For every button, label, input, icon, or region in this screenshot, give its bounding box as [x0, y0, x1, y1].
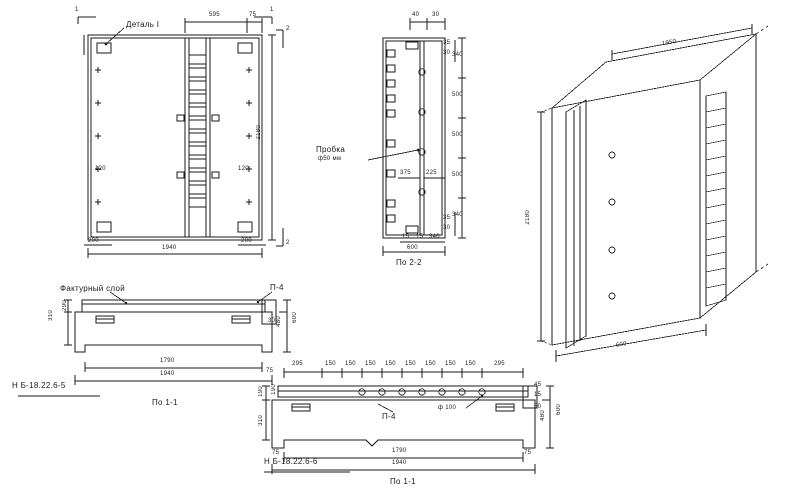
front-dim-200-left: 200 [88, 238, 99, 244]
s22-dim-35-top: 35 [443, 40, 451, 46]
hole-diameter-label: ф 100 [438, 405, 457, 411]
s11t-dim-30: 30 [268, 318, 276, 324]
iso-dim-2180: 2180 [525, 210, 531, 225]
s11t-dim-600: 600 [292, 312, 298, 323]
s22-dim-15b: 15 [416, 234, 424, 240]
s22-dim-15: 15 [402, 234, 410, 240]
s11-top-caption: По 1-1 [152, 398, 178, 407]
s11b-dim-50: 50 [534, 404, 542, 410]
s11b-sp-150g: 150 [445, 361, 456, 367]
iso-dim-600: 600 [615, 341, 628, 349]
panel-mark-6: Н Б-18.22.6-6 [264, 457, 318, 466]
s22-dim-375: 375 [400, 170, 411, 176]
facade-layer-label: Фактурный слой [60, 284, 125, 293]
front-elevation-geometry [78, 17, 283, 258]
front-dim-200-right: 200 [241, 238, 252, 244]
iso-dim-1950: 1950 [661, 38, 677, 48]
s22-dim-500-c: 500 [452, 172, 463, 178]
s11t-dim-75: 75 [266, 368, 274, 374]
section-mark-1-left: 1 [75, 7, 79, 13]
s11b-dim-75b: 75 [524, 450, 532, 456]
s22-dim-30-bot: 30 [443, 225, 451, 231]
s22-dim-30: 30 [432, 12, 440, 18]
section-mark-2-top: 2 [286, 26, 290, 32]
s11b-dim-190b: 190 [271, 384, 277, 395]
s11t-dim-1790: 1790 [160, 358, 175, 364]
s11b-dim-1940: 1940 [392, 460, 407, 466]
s22-dim-30-top: 30 [443, 50, 451, 56]
s11b-sp-150h: 150 [465, 361, 476, 367]
section-mark-2-bottom: 2 [286, 240, 290, 246]
s11b-sp-295b: 295 [494, 361, 505, 367]
s11t-dim-1940: 1940 [160, 371, 175, 377]
s11b-sp-295a: 295 [292, 361, 303, 367]
section-2-2-caption: По 2-2 [396, 258, 422, 267]
panel-mark-5: Н Б-18.22.6-5 [12, 381, 66, 390]
part-label-p4-top: П-4 [270, 283, 284, 292]
s11b-sp-150a: 150 [325, 361, 336, 367]
s11b-dim-15: 15 [534, 392, 542, 398]
plug-note: Пробка [316, 145, 346, 154]
front-dim-120-right: 120 [238, 166, 249, 172]
s11b-dim-310: 310 [258, 415, 264, 426]
s22-dim-500-b: 500 [452, 132, 463, 138]
s11-bot-caption: По 1-1 [390, 477, 416, 486]
s11t-dim-480: 480 [276, 316, 282, 327]
s22-dim-340-bot: 340 [452, 212, 463, 218]
s11t-dim-310: 310 [48, 310, 54, 321]
s11b-sp-150f: 150 [425, 361, 436, 367]
s22-dim-35-bot: 35 [443, 215, 451, 221]
front-dim-595: 595 [209, 12, 220, 18]
front-dim-75: 75 [249, 12, 257, 18]
s11b-dim-190a: 190 [258, 386, 264, 397]
s22-dim-500-a: 500 [452, 92, 463, 98]
s11b-dim-75a: 75 [272, 450, 280, 456]
s11b-sp-150e: 150 [405, 361, 416, 367]
s11b-sp-150b: 150 [345, 361, 356, 367]
section-mark-1-right: 1 [270, 7, 274, 13]
s11t-dim-290: 290 [62, 300, 68, 311]
s11b-dim-1790: 1790 [392, 448, 407, 454]
detail-label: Деталь I [126, 20, 160, 29]
s22-dim-600: 600 [407, 245, 418, 251]
s11b-dim-45: 45 [534, 382, 542, 388]
s22-dim-40: 40 [412, 12, 420, 18]
s11b-sp-150d: 150 [385, 361, 396, 367]
s11b-sp-150c: 150 [365, 361, 376, 367]
s11b-dim-600: 600 [556, 404, 562, 415]
isometric-geometry [537, 24, 768, 362]
s22-dim-340-top: 340 [452, 52, 463, 58]
s22-dim-340: 340 [429, 234, 440, 240]
part-label-p4-bottom: П-4 [382, 412, 396, 421]
plug-note-sub: ф50 мм [318, 156, 342, 162]
front-dim-1940: 1940 [162, 245, 177, 251]
s11b-dim-480: 480 [540, 410, 546, 421]
s22-dim-225: 225 [426, 170, 437, 176]
front-dim-2180: 2180 [256, 125, 262, 140]
front-dim-120-left: 120 [95, 166, 106, 172]
